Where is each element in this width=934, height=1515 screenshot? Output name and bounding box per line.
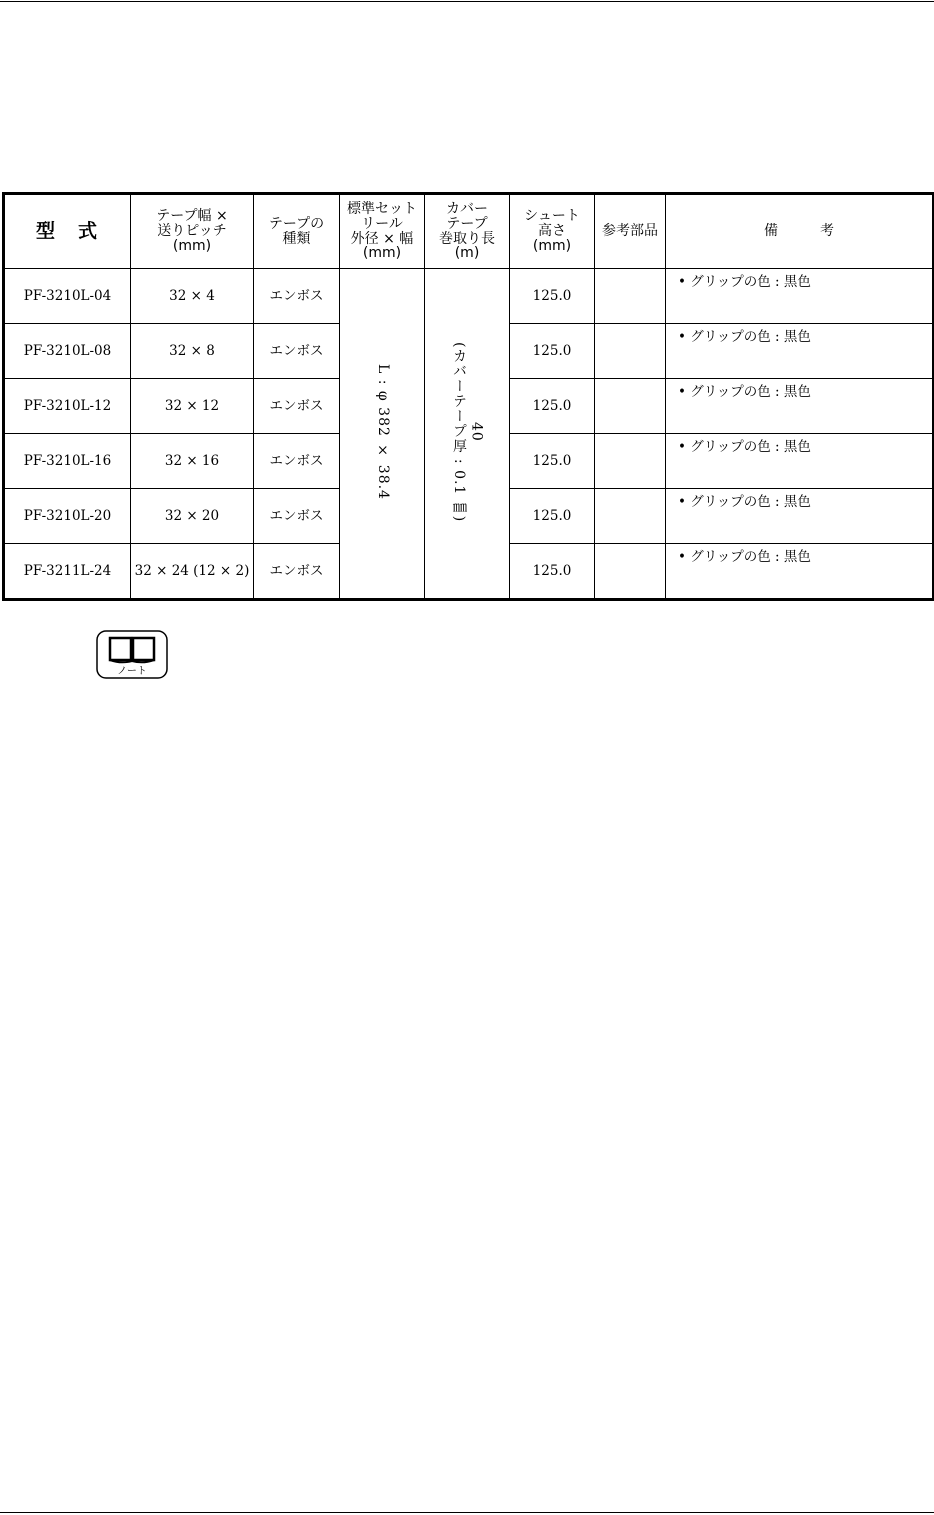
cell-model: PF-3210L-04 (4, 269, 131, 324)
cell-model: PF-3210L-08 (4, 324, 131, 379)
cell-remarks: • グリップの色 : 黒色 (666, 379, 934, 434)
cell-remarks: • グリップの色 : 黒色 (666, 269, 934, 324)
cell-reel-merged: L : φ 382 × 38.4 (340, 269, 425, 600)
cell-width-pitch: 32 × 24 (12 × 2) (131, 544, 254, 600)
cell-remarks: • グリップの色 : 黒色 (666, 324, 934, 379)
table-header-row (4, 194, 934, 269)
cell-width-pitch: 32 × 16 (131, 434, 254, 489)
cell-width-pitch: 32 × 20 (131, 489, 254, 544)
cell-parts (595, 489, 666, 544)
cell-width-pitch: 32 × 4 (131, 269, 254, 324)
note-badge (96, 630, 168, 679)
cell-parts (595, 324, 666, 379)
cell-chute: 125.0 (510, 489, 595, 544)
cell-remarks: • グリップの色 : 黒色 (666, 434, 934, 489)
cell-chute: 125.0 (510, 379, 595, 434)
header-tape-width-pitch: テープ幅 × 送りピッチ (mm) (131, 194, 254, 269)
header-reference-parts: 参考部品 (595, 194, 666, 269)
cell-chute: 125.0 (510, 324, 595, 379)
cell-chute: 125.0 (510, 544, 595, 600)
cell-model: PF-3210L-20 (4, 489, 131, 544)
header-chute-height: シュート 高さ (mm) (510, 194, 595, 269)
table-row (4, 269, 934, 324)
cell-parts (595, 269, 666, 324)
cell-tape-type: エンボス (254, 379, 340, 434)
cell-parts (595, 434, 666, 489)
cell-chute: 125.0 (510, 269, 595, 324)
cell-model: PF-3210L-16 (4, 434, 131, 489)
cell-width-pitch: 32 × 12 (131, 379, 254, 434)
cell-model: PF-3210L-12 (4, 379, 131, 434)
cell-tape-type: エンボス (254, 269, 340, 324)
cell-remarks: • グリップの色 : 黒色 (666, 544, 934, 600)
cell-model: PF-3211L-24 (4, 544, 131, 600)
cell-cover-merged: 40 (カバーテープ厚 : 0.1 ㎜) (425, 269, 510, 600)
cell-tape-type: エンボス (254, 489, 340, 544)
spec-table (2, 192, 934, 601)
note-label: ノート (117, 666, 147, 677)
cell-remarks: • グリップの色 : 黒色 (666, 489, 934, 544)
cell-tape-type: エンボス (254, 544, 340, 600)
footer-rule (0, 1512, 934, 1513)
book-icon (96, 630, 168, 679)
header-remarks: 備 考 (666, 194, 934, 269)
header-reel: 標準セット リール 外径 × 幅 (mm) (340, 194, 425, 269)
cell-parts (595, 544, 666, 600)
header-cover-tape: カバー テープ 巻取り長 (m) (425, 194, 510, 269)
cell-width-pitch: 32 × 8 (131, 324, 254, 379)
cell-chute: 125.0 (510, 434, 595, 489)
header-rule (0, 1, 934, 2)
header-tape-type: テープの 種類 (254, 194, 340, 269)
cell-tape-type: エンボス (254, 324, 340, 379)
cell-parts (595, 379, 666, 434)
header-model: 型 式 (4, 194, 131, 269)
cell-tape-type: エンボス (254, 434, 340, 489)
